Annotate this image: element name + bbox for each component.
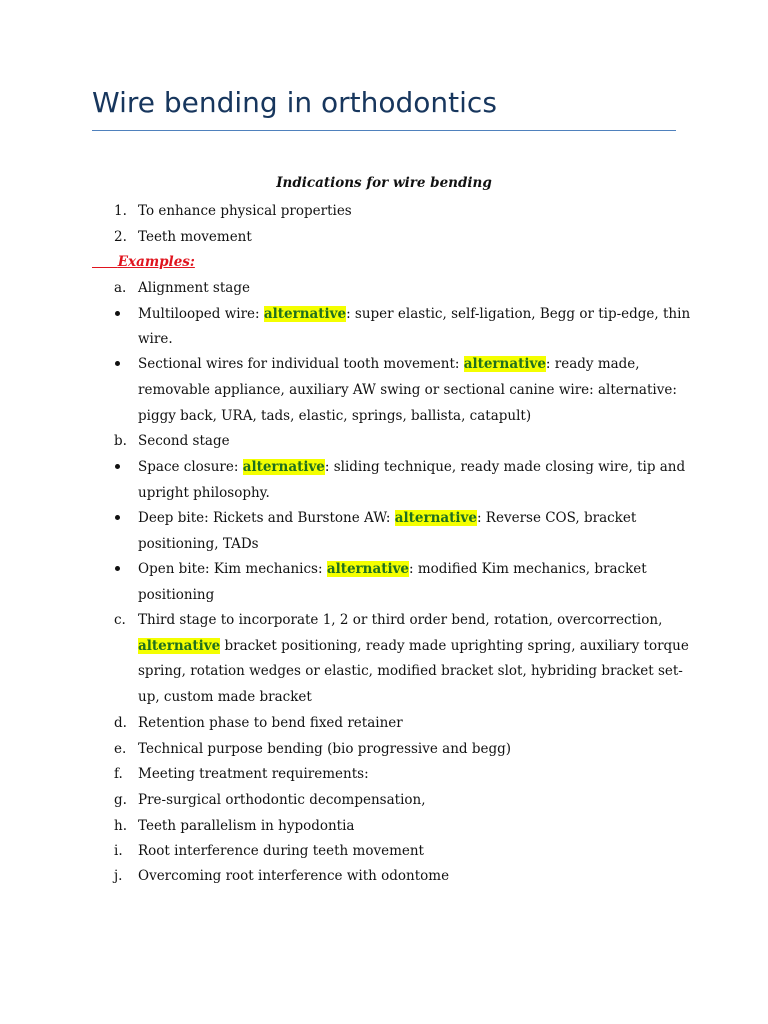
item-text: : modified Kim mechanics, bracket — [409, 561, 647, 577]
list-item — [138, 459, 685, 475]
list-item — [138, 356, 640, 372]
list-marker: e. — [114, 741, 127, 757]
examples-label-text: Examples: — [117, 254, 195, 270]
list-item: Teeth movement — [138, 229, 252, 245]
list-item-continuation: positioning, TADs — [138, 536, 259, 552]
highlight-alternative: alternative — [138, 638, 221, 654]
list-item: Retention phase to bend fixed retainer — [138, 715, 403, 731]
list-item-continuation: removable appliance, auxiliary AW swing or sectional canine wire: alternative: — [138, 382, 677, 398]
list-item: Technical purpose bending (bio progressive and begg) — [138, 741, 512, 757]
bullet-icon — [115, 361, 120, 366]
list-marker: h. — [114, 818, 127, 834]
list-marker: c. — [114, 612, 126, 628]
list-item: Pre-surgical orthodontic decompensation, — [138, 792, 426, 808]
list-marker: j. — [114, 868, 123, 884]
list-marker: 2. — [114, 229, 127, 245]
list-marker: f. — [114, 766, 123, 782]
highlight-alternative: alternative — [463, 356, 546, 372]
list-item: Meeting treatment requirements: — [138, 766, 369, 782]
title-underline — [92, 130, 676, 131]
list-marker: 1. — [114, 203, 127, 219]
item-text: Open bite: Kim mechanics: — [138, 561, 327, 577]
list-item — [138, 510, 636, 526]
highlight-alternative: alternative — [263, 306, 347, 322]
item-text: Multilooped wire: — [138, 306, 264, 322]
section-subheading: Indications for wire bending — [276, 175, 492, 191]
list-marker: a. — [114, 280, 127, 296]
list-item-continuation: positioning — [138, 587, 215, 603]
list-item: Teeth parallelism in hypodontia — [138, 818, 355, 834]
highlight-alternative: alternative — [326, 561, 410, 577]
list-item: Overcoming root interference with odontome — [138, 868, 450, 884]
list-item: Root interference during teeth movement — [138, 843, 424, 859]
list-marker: d. — [114, 715, 127, 731]
list-item-continuation: upright philosophy. — [138, 485, 270, 501]
list-item: Third stage to incorporate 1, 2 or third order bend, rotation, overcorrection, — [138, 612, 663, 628]
list-item — [138, 561, 647, 577]
bullet-icon — [115, 464, 120, 469]
bullet-icon — [115, 311, 120, 316]
list-item: Second stage — [138, 433, 230, 449]
list-item — [138, 306, 690, 322]
list-item: Alignment stage — [138, 280, 250, 296]
list-item-continuation: wire. — [138, 331, 173, 347]
item-text: Deep bite: Rickets and Burstone AW: — [138, 510, 395, 526]
page-title: Wire bending in orthodontics — [92, 86, 497, 119]
list-marker: i. — [114, 843, 123, 859]
list-marker: b. — [114, 433, 127, 449]
item-text: Sectional wires for individual tooth movement: — [138, 356, 464, 372]
bullet-icon — [115, 566, 120, 571]
list-item-continuation: up, custom made bracket — [138, 689, 312, 705]
item-text: Space closure: — [138, 459, 243, 475]
list-item-continuation — [138, 638, 689, 654]
bullet-icon — [115, 515, 120, 520]
list-marker: g. — [114, 792, 127, 808]
highlight-alternative: alternative — [242, 459, 325, 475]
item-text: : ready made, — [545, 356, 640, 372]
item-text: : sliding technique, ready made closing wire, tip and — [324, 459, 686, 475]
list-item-continuation: spring, rotation wedges or elastic, modified bracket slot, hybriding bracket set- — [138, 663, 683, 679]
list-item: To enhance physical properties — [138, 203, 352, 219]
item-text: bracket positioning, ready made uprighting spring, auxiliary torque — [220, 638, 689, 654]
examples-label — [92, 254, 195, 270]
item-text: : Reverse COS, bracket — [476, 510, 637, 526]
list-item-continuation: piggy back, URA, tads, elastic, springs, ballista, catapult) — [138, 408, 532, 424]
item-text: : super elastic, self-ligation, Begg or tip-edge, thin — [346, 306, 691, 322]
highlight-alternative: alternative — [394, 510, 477, 526]
